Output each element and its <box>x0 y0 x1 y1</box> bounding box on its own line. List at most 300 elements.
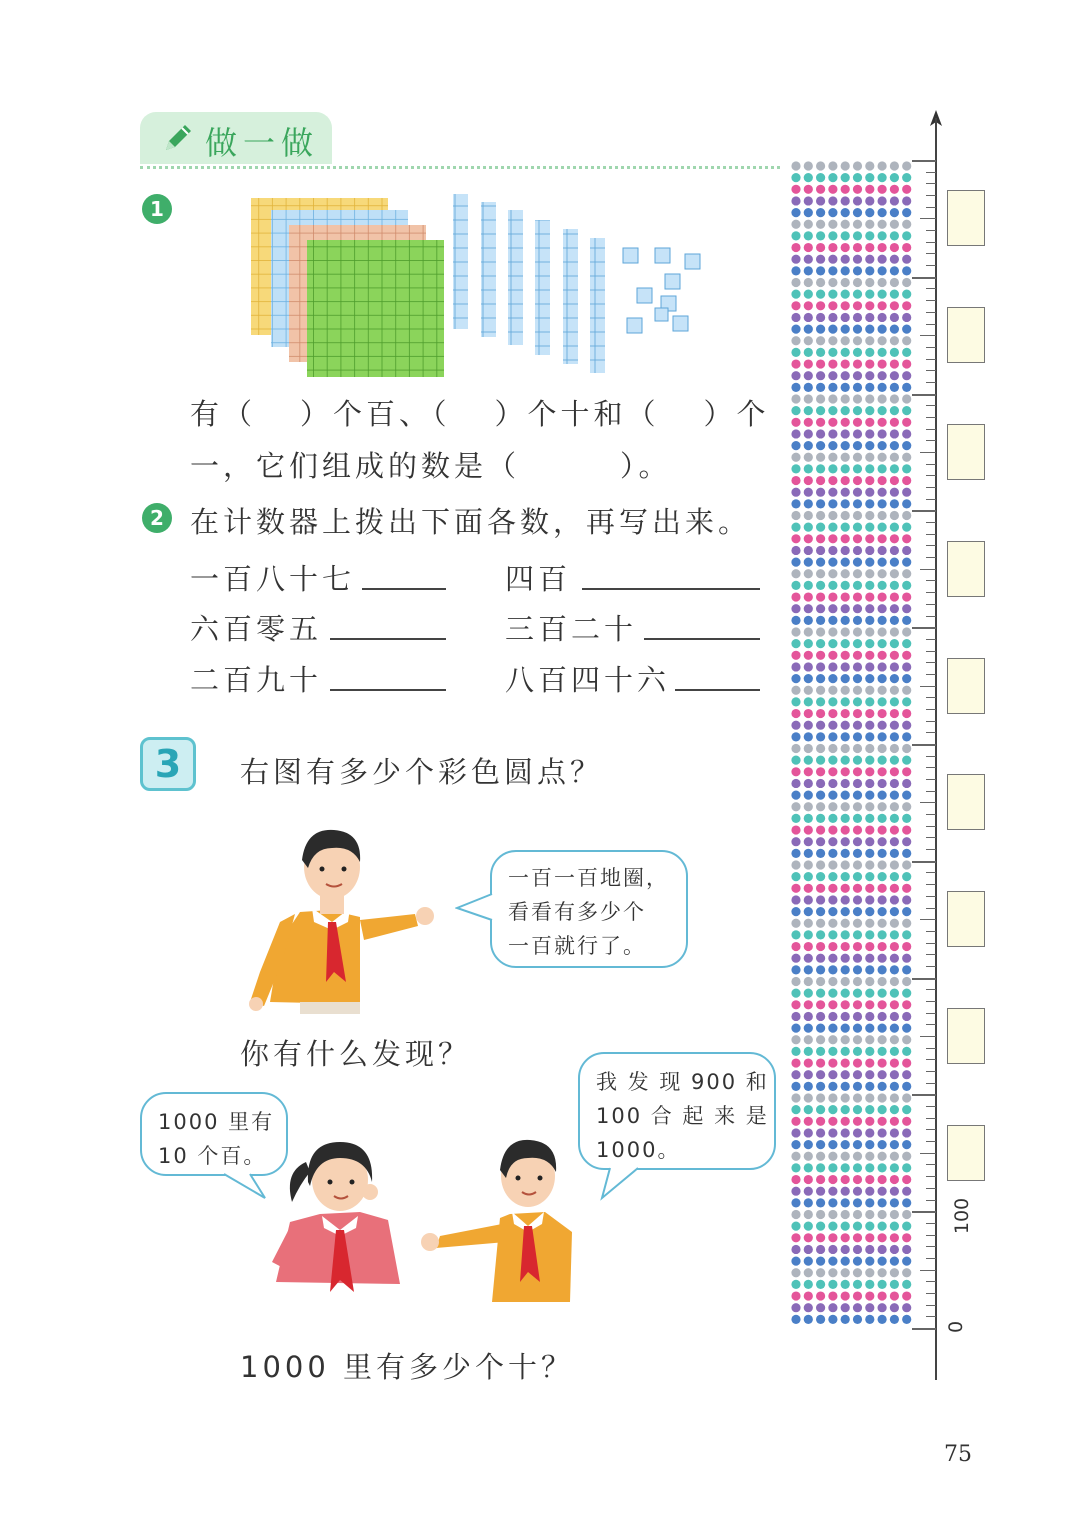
speech-line: 我 发 现 900 和 <box>596 1070 769 1094</box>
color-dot <box>816 919 825 928</box>
color-dot <box>791 511 800 520</box>
color-dot <box>902 1035 911 1044</box>
color-dot <box>828 977 837 986</box>
color-dot <box>865 278 874 287</box>
color-dot <box>791 464 800 473</box>
color-dot <box>828 1245 837 1254</box>
color-dot <box>878 1175 887 1184</box>
color-dot <box>853 1047 862 1056</box>
color-dot <box>853 1175 862 1184</box>
color-dot <box>890 359 899 368</box>
color-dot <box>791 499 800 508</box>
color-dot <box>804 1210 813 1219</box>
color-dot <box>890 1268 899 1277</box>
color-dot <box>804 429 813 438</box>
ruler-answer-box[interactable] <box>947 541 985 597</box>
color-dot <box>890 429 899 438</box>
color-dot <box>890 1047 899 1056</box>
ruler-tick <box>920 335 936 336</box>
color-dot <box>865 1210 874 1219</box>
color-dot <box>791 1303 800 1312</box>
color-dot <box>902 662 911 671</box>
color-dot <box>804 243 813 252</box>
one-cube <box>673 316 688 331</box>
section-3-badge: 3 <box>140 737 196 791</box>
color-dot <box>878 1012 887 1021</box>
color-dot <box>853 453 862 462</box>
color-dot <box>853 662 862 671</box>
color-dot <box>853 674 862 683</box>
color-dot <box>890 860 899 869</box>
color-dot <box>865 849 874 858</box>
color-dot <box>865 697 874 706</box>
color-dot <box>878 359 887 368</box>
color-dot <box>902 1222 911 1231</box>
color-dot <box>828 1268 837 1277</box>
color-dot <box>816 709 825 718</box>
ruler-tick <box>920 919 936 920</box>
color-dot <box>853 173 862 182</box>
ruler-tick <box>926 896 936 897</box>
ruler-answer-box[interactable] <box>947 1125 985 1181</box>
ruler-tick <box>926 1176 936 1177</box>
color-dot <box>902 1082 911 1091</box>
color-dot <box>853 686 862 695</box>
color-dot <box>902 464 911 473</box>
color-dot <box>878 895 887 904</box>
color-dot <box>902 278 911 287</box>
color-dot <box>865 860 874 869</box>
color-dot <box>865 348 874 357</box>
color-dot <box>878 592 887 601</box>
color-dot <box>902 1105 911 1114</box>
text-fragment: ）个百、（ <box>300 397 451 431</box>
color-dot <box>804 651 813 660</box>
color-dot <box>816 208 825 217</box>
color-dot <box>828 476 837 485</box>
colored-dot-grid <box>790 160 915 1332</box>
color-dot <box>865 1117 874 1126</box>
color-dot <box>841 255 850 264</box>
color-dot <box>902 895 911 904</box>
color-dot <box>828 546 837 555</box>
color-dot <box>878 266 887 275</box>
color-dot <box>902 359 911 368</box>
color-dot <box>816 651 825 660</box>
color-dot <box>828 1012 837 1021</box>
color-dot <box>841 173 850 182</box>
color-dot <box>902 627 911 636</box>
color-dot <box>890 1152 899 1161</box>
color-dot <box>878 290 887 299</box>
color-dot <box>828 930 837 939</box>
color-dot <box>791 989 800 998</box>
color-dot <box>902 697 911 706</box>
color-dot <box>791 767 800 776</box>
color-dot <box>890 325 899 334</box>
color-dot <box>890 1291 899 1300</box>
color-dot <box>816 802 825 811</box>
color-dot <box>804 1163 813 1172</box>
color-dot <box>791 290 800 299</box>
color-dot <box>890 1315 899 1324</box>
color-dot <box>816 278 825 287</box>
color-dot <box>791 453 800 462</box>
color-dot <box>828 1198 837 1207</box>
color-dot <box>865 243 874 252</box>
color-dot <box>841 406 850 415</box>
ruler-answer-box[interactable] <box>947 891 985 947</box>
ruler-tick <box>926 1188 936 1189</box>
color-dot <box>878 348 887 357</box>
color-dot <box>853 1128 862 1137</box>
color-dot <box>878 523 887 532</box>
color-dot <box>865 499 874 508</box>
color-dot <box>804 476 813 485</box>
color-dot <box>865 942 874 951</box>
answer-line[interactable] <box>582 587 760 590</box>
color-dot <box>853 1291 862 1300</box>
color-dot <box>828 732 837 741</box>
color-dot <box>816 173 825 182</box>
color-dot <box>791 1210 800 1219</box>
color-dot <box>828 767 837 776</box>
color-dot <box>816 791 825 800</box>
color-dot <box>816 860 825 869</box>
color-dot <box>878 220 887 229</box>
ruler-answer-box[interactable] <box>947 307 985 363</box>
final-question: 1000 里有多少个十？ <box>240 1350 575 1384</box>
color-dot <box>804 569 813 578</box>
color-dot <box>804 779 813 788</box>
color-dot <box>902 989 911 998</box>
color-dot <box>791 802 800 811</box>
color-dot <box>853 895 862 904</box>
color-dot <box>791 919 800 928</box>
color-dot <box>890 709 899 718</box>
color-dot <box>841 651 850 660</box>
color-dot <box>853 523 862 532</box>
color-dot <box>878 208 887 217</box>
color-dot <box>890 814 899 823</box>
color-dot <box>865 989 874 998</box>
color-dot <box>841 359 850 368</box>
color-dot <box>865 1140 874 1149</box>
color-dot <box>804 581 813 590</box>
color-dot <box>791 1035 800 1044</box>
color-dot <box>878 756 887 765</box>
color-dot <box>791 359 800 368</box>
color-dot <box>791 697 800 706</box>
color-dot <box>828 418 837 427</box>
color-dot <box>853 767 862 776</box>
color-dot <box>878 534 887 543</box>
answer-line[interactable] <box>675 688 760 691</box>
color-dot <box>853 325 862 334</box>
color-dot <box>816 220 825 229</box>
color-dot <box>878 686 887 695</box>
color-dot <box>853 919 862 928</box>
ruler-tick <box>926 265 936 266</box>
color-dot <box>853 802 862 811</box>
color-dot <box>791 336 800 345</box>
color-dot <box>791 1233 800 1242</box>
color-dot <box>865 325 874 334</box>
color-dot <box>791 441 800 450</box>
color-dot <box>804 1291 813 1300</box>
color-dot <box>878 313 887 322</box>
color-dot <box>890 406 899 415</box>
color-dot <box>890 872 899 881</box>
page-number: 75 <box>944 1442 972 1467</box>
color-dot <box>804 1152 813 1161</box>
color-dot <box>841 686 850 695</box>
ruler-answer-box[interactable] <box>947 1008 985 1064</box>
color-dot <box>791 1082 800 1091</box>
color-dot <box>816 1082 825 1091</box>
one-cube <box>685 254 700 269</box>
color-dot <box>853 837 862 846</box>
color-dot <box>890 243 899 252</box>
color-dot <box>853 558 862 567</box>
section-3-question: 右图有多少个彩色圆点？ <box>240 755 604 789</box>
ruler-answer-box[interactable] <box>947 658 985 714</box>
ruler-tick <box>926 604 936 605</box>
color-dot <box>890 1257 899 1266</box>
color-dot <box>902 336 911 345</box>
color-dot <box>841 161 850 170</box>
color-dot <box>902 1152 911 1161</box>
color-dot <box>890 453 899 462</box>
ruler-tick <box>926 1316 936 1317</box>
color-dot <box>865 616 874 625</box>
color-dot <box>841 546 850 555</box>
color-dot <box>828 313 837 322</box>
color-dot <box>853 965 862 974</box>
color-dot <box>865 1198 874 1207</box>
color-dot <box>791 1000 800 1009</box>
color-dot <box>828 721 837 730</box>
color-dot <box>828 989 837 998</box>
color-dot <box>804 173 813 182</box>
color-dot <box>816 464 825 473</box>
color-dot <box>865 767 874 776</box>
color-dot <box>890 1105 899 1114</box>
color-dot <box>853 1222 862 1231</box>
color-dot <box>791 173 800 182</box>
ruler-answer-box[interactable] <box>947 774 985 830</box>
color-dot <box>902 977 911 986</box>
one-cube <box>637 288 652 303</box>
color-dot <box>890 1000 899 1009</box>
color-dot <box>791 814 800 823</box>
color-dot <box>902 1187 911 1196</box>
one-cube <box>655 248 670 263</box>
ruler-tick <box>912 1328 936 1330</box>
ruler-tick <box>926 1258 936 1259</box>
ruler-answer-box[interactable] <box>947 190 985 246</box>
color-dot <box>816 406 825 415</box>
color-dot <box>841 1268 850 1277</box>
color-dot <box>816 453 825 462</box>
color-dot <box>791 371 800 380</box>
ruler-tick <box>926 288 936 289</box>
color-dot <box>828 1047 837 1056</box>
color-dot <box>878 1093 887 1102</box>
color-dot <box>791 907 800 916</box>
color-dot <box>853 825 862 834</box>
color-dot <box>853 814 862 823</box>
ruler-tick <box>920 1153 936 1154</box>
ruler-tick <box>926 1013 936 1014</box>
color-dot <box>828 488 837 497</box>
color-dot <box>828 744 837 753</box>
answer-line[interactable] <box>330 688 446 691</box>
color-dot <box>828 965 837 974</box>
color-dot <box>841 476 850 485</box>
color-dot <box>828 1140 837 1149</box>
color-dot <box>841 627 850 636</box>
color-dot <box>804 895 813 904</box>
color-dot <box>865 441 874 450</box>
color-dot <box>902 1000 911 1009</box>
number-word: 一百八十七 <box>190 562 356 596</box>
color-dot <box>865 394 874 403</box>
color-dot <box>878 418 887 427</box>
color-dot <box>841 779 850 788</box>
color-dot <box>853 907 862 916</box>
color-dot <box>791 383 800 392</box>
color-dot <box>828 837 837 846</box>
ruler-axis <box>935 118 937 1380</box>
color-dot <box>890 1233 899 1242</box>
color-dot <box>890 534 899 543</box>
ruler-tick <box>926 1246 936 1247</box>
ruler-tick <box>926 1305 936 1306</box>
color-dot <box>791 488 800 497</box>
color-dot <box>816 231 825 240</box>
color-dot <box>816 348 825 357</box>
ruler-tick <box>926 721 936 722</box>
color-dot <box>853 569 862 578</box>
ruler-answer-box[interactable] <box>947 424 985 480</box>
color-dot <box>890 1035 899 1044</box>
ruler-tick <box>920 218 936 219</box>
color-dot <box>841 639 850 648</box>
color-dot <box>804 336 813 345</box>
color-dot <box>865 173 874 182</box>
color-dot <box>853 860 862 869</box>
color-dot <box>902 1047 911 1056</box>
color-dot <box>878 639 887 648</box>
color-dot <box>902 651 911 660</box>
answer-line[interactable] <box>330 637 446 640</box>
color-dot <box>804 756 813 765</box>
color-dot <box>890 1198 899 1207</box>
color-dot <box>890 208 899 217</box>
color-dot <box>841 1140 850 1149</box>
color-dot <box>865 453 874 462</box>
color-dot <box>804 1222 813 1231</box>
color-dot <box>902 208 911 217</box>
color-dot <box>816 336 825 345</box>
color-dot <box>853 639 862 648</box>
color-dot <box>804 359 813 368</box>
color-dot <box>878 884 887 893</box>
text-fragment: ）。 <box>620 449 672 483</box>
color-dot <box>828 290 837 299</box>
color-dot <box>841 884 850 893</box>
color-dot <box>865 1315 874 1324</box>
color-dot <box>804 1245 813 1254</box>
color-dot <box>828 301 837 310</box>
color-dot <box>816 1303 825 1312</box>
color-dot <box>841 511 850 520</box>
ruler-tick <box>926 989 936 990</box>
speech-line: 1000。 <box>596 1138 681 1162</box>
color-dot <box>804 499 813 508</box>
color-dot <box>878 406 887 415</box>
color-dot <box>791 1047 800 1056</box>
color-dot <box>828 569 837 578</box>
color-dot <box>853 185 862 194</box>
color-dot <box>804 1233 813 1242</box>
color-dot <box>828 185 837 194</box>
color-dot <box>865 884 874 893</box>
color-dot <box>902 849 911 858</box>
ruler-tick <box>926 312 936 313</box>
color-dot <box>841 464 850 473</box>
color-dot <box>791 196 800 205</box>
ruler-tick <box>926 1059 936 1060</box>
color-dot <box>828 616 837 625</box>
color-dot <box>791 872 800 881</box>
color-dot <box>878 569 887 578</box>
base-ten-blocks-figure <box>245 192 715 377</box>
ten-rod <box>508 210 523 345</box>
text-fragment: 一，它们组成的数是（ <box>190 449 521 483</box>
text-fragment: 有（ <box>190 397 257 431</box>
color-dot <box>890 651 899 660</box>
color-dot <box>853 977 862 986</box>
section-title: 做一做 <box>205 124 320 162</box>
color-dot <box>828 266 837 275</box>
ruler-tick <box>926 172 936 173</box>
color-dot <box>816 627 825 636</box>
color-dot <box>890 161 899 170</box>
color-dot <box>902 1233 911 1242</box>
color-dot <box>816 1291 825 1300</box>
answer-line[interactable] <box>362 587 446 590</box>
color-dot <box>791 965 800 974</box>
color-dot <box>828 394 837 403</box>
color-dot <box>816 674 825 683</box>
color-dot <box>791 1268 800 1277</box>
color-dot <box>816 581 825 590</box>
girl-and-boy-illustration <box>270 1132 600 1304</box>
color-dot <box>902 942 911 951</box>
color-dot <box>828 1187 837 1196</box>
color-dot <box>853 849 862 858</box>
ruler-tick <box>926 872 936 873</box>
color-dot <box>853 1117 862 1126</box>
color-dot <box>828 1082 837 1091</box>
color-dot <box>804 196 813 205</box>
answer-line[interactable] <box>644 637 760 640</box>
color-dot <box>791 1291 800 1300</box>
color-dot <box>841 278 850 287</box>
color-dot <box>828 907 837 916</box>
